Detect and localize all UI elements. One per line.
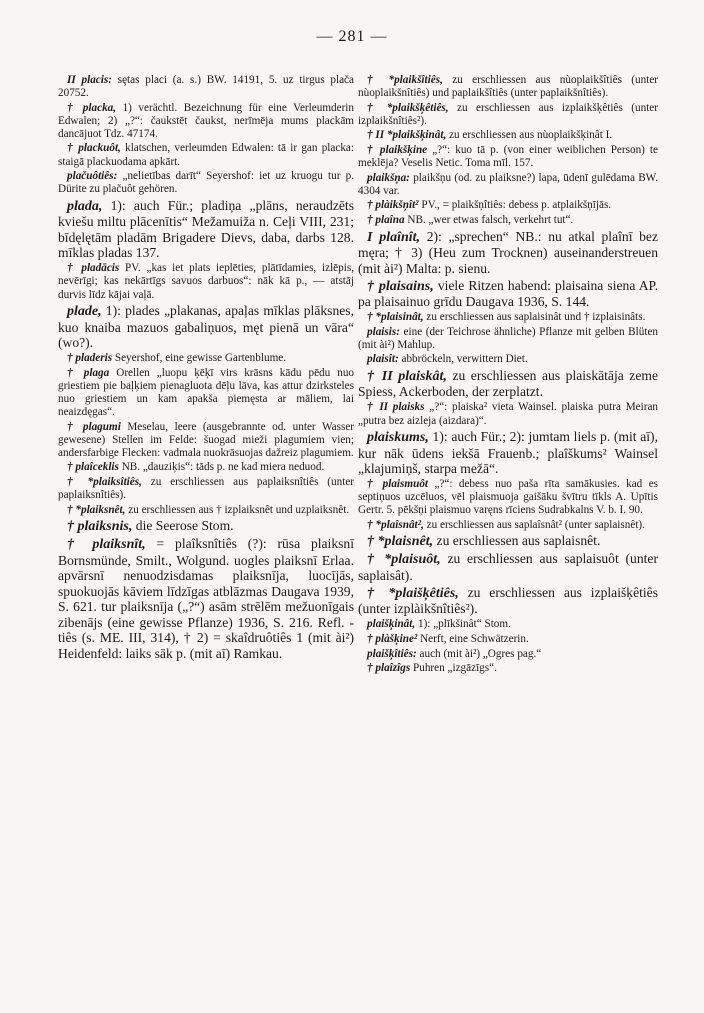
entry-text: „?“: plaiska² vieta Wainsel. plaiska putra Meiran „putra bez aizleja (aizdara)“. [358, 401, 658, 427]
entry-headword: † plaisains, [367, 278, 434, 294]
entry-text: auch (mit ài²) „Ogres pag.“ [419, 647, 542, 660]
entry-text: Puhren „izgāzīgs“. [413, 662, 497, 675]
entry-text: zu erschliessen aus nùoplaikšķinât I. [449, 129, 613, 142]
entry-headword: II placis: [67, 74, 112, 86]
entry-text: 1): auch Für.; 2): jumtam liels p. (mit aī), kur nāk ūdens iekšā Frauenb.; plaîškums² Wainsel „klajumiņš, starpa mežā“. [358, 429, 658, 477]
entry-headword: plaisis: [367, 325, 400, 338]
entry-text: zu erschliessen aus izplaikšķêtiês (unter izplaikšnîtiês²). [358, 101, 659, 127]
entry-headword: † *plaisinât, [367, 311, 424, 324]
entry-text: abbröckeln, verwittern Diet. [401, 353, 528, 366]
entry-text: zu erschliessen aus nùoplaikšîtiês (unter nùoplaikšnîtiês) und paplaikšîtiês (unter paplaikšnîtiês). [358, 74, 659, 100]
dictionary-entry [358, 278, 658, 310]
entry-text: zu erschliessen aus saplaisuôt (unter saplaisât). [358, 551, 658, 583]
entry-text: plaikšņu (od. zu plaiksne?) lapa, ūdenī gulēdama BW. 4304 var. [358, 171, 658, 197]
entry-text: zu erschliessen aus saplaisnêt. [436, 533, 601, 549]
entry-text: = plaîksnîtiês (?): rūsa plaiksnī Bornsmünde, Smilt., Wolgund. uogles plaiksnī Erlaa. apvārsnī nenuodzisdamas plaiksnīja, luocījās, spuokuojās kāviem līdzīgas atblāzmas Daugava 1939, S. 621. tur plaiksnīja („?“) asām strēlēm mežuonīgais zibenājs (eine gewisse Pflanze) 1936, S. 216. Refl. -tiês (s. ME. III, 314), † 2) = skaîdruôtiês 1 (mit ài²) Heidenfeld: laiks sāk p. (mit aī) Ramkau. [58, 536, 354, 661]
entry-headword: plaiskums, [367, 430, 429, 446]
entry-text: „?“: debess nuo paša rīta samākusies. kad es septiņuos uzcēluos, vēl plaismuoja gaišāku švītru tīkls A. Upītis Gertr. 5. pēkšņi plaismuo varęns rīciens Sudrabkalns V. b. I. 90. [358, 478, 659, 517]
entry-headword: † plàikšņît² [367, 199, 419, 212]
entry-headword: † II *plaikšķinât, [367, 129, 447, 142]
dictionary-entry [58, 74, 354, 100]
entry-text: zu erschliessen aus saplaîsnât² (unter saplaisnêt). [426, 518, 645, 531]
dictionary-entry [58, 421, 354, 460]
dictionary-entry [358, 648, 658, 661]
dictionary-entry [58, 262, 354, 301]
dictionary-entry [58, 170, 354, 196]
right-column [358, 74, 658, 677]
entry-text: zu erschliessen aus plaiskātāja zeme Spiess, Ackerboden, der zerplatzt. [358, 367, 658, 400]
entry-headword: † plaiksnis, [67, 519, 133, 535]
dictionary-entry [358, 214, 658, 227]
entry-text: NB. „dauziķis“: tāds p. ne kad miera neduod. [121, 461, 325, 474]
dictionary-entry [58, 504, 354, 517]
entry-headword: † *plaikšķêtiês, [367, 101, 449, 114]
dictionary-entry [358, 74, 658, 100]
entry-headword: plaisît: [367, 353, 399, 366]
dictionary-entry [358, 199, 658, 212]
dictionary-entry [358, 144, 658, 170]
dictionary-entry [58, 476, 354, 502]
dictionary-entry [358, 478, 658, 517]
entry-headword: † *plaišķêtiês, [367, 585, 459, 601]
entry-headword: † plackuôt, [67, 142, 121, 155]
dictionary-entry [358, 129, 658, 142]
entry-text: zu erschliessen aus † izplaiksnêt und uzplaiksnêt. [128, 503, 350, 516]
dictionary-entry [358, 353, 658, 366]
entry-text: Orellen „luopu ķēķī virs krāsns kādu pēdu nuo griestiem pie baļķiem pienagluota dēļu lāva, kas attur dzirksteles nuo griestiem un kam apakša piemęsta ar māliem, lai neaizdęgas“. [58, 366, 355, 418]
dictionary-entry [358, 102, 658, 128]
entry-text: Meselau, leere (ausgebrannte od. unter Wasser gewesene) Stellen im Felde: šuogad mieži plagumiem vien; andersfarbige Flecken: vadmala nuokrāsuojas dažreiz plagumiem. [58, 420, 355, 459]
dictionary-entry [358, 585, 658, 617]
dictionary-entry [358, 533, 658, 550]
entry-headword: plaikšņa: [367, 171, 410, 184]
entry-text: 1): „plīkšinât“ Stom. [417, 618, 511, 631]
entry-headword: † plaikšķine [367, 143, 428, 156]
entry-text: die Seerose Stom. [135, 518, 234, 534]
entry-text: sȩtas placi (a. s.) BW. 14191, 5. uz tirgus plača 20752. [58, 74, 354, 100]
dictionary-entry [358, 326, 658, 352]
dictionary-entry [58, 367, 354, 419]
dictionary-entry [358, 662, 658, 675]
entry-text: 1): auch Für.; pladiņa „plāns, neraudzēts kviešu miltu plācenītis“ Mežamuiža n. Ceļi VIII, 231; bīdęlętām pladām Brigadere Dievs, daba, darbs 128. mīklas pladas 137. [58, 197, 354, 261]
entry-headword: † plaismuôt [367, 478, 429, 491]
entry-headword: † *plaikšîtiês, [367, 74, 443, 86]
entry-headword: † plaiksnît, [67, 537, 146, 553]
entry-headword: † II plaisks [367, 401, 425, 414]
entry-headword: † plàšķine² [367, 633, 418, 646]
entry-text: PV. „kas iet plats ieplēties, plātīdamies, izlēpis, nevērīgi; kas nekārtīgs savuos darbuos“: nāk kā p., — atstāj durvis līdz kājai vaļā. [58, 262, 354, 301]
entry-headword: † plaîceklis [67, 461, 119, 474]
entry-headword: plada, [67, 198, 103, 214]
dictionary-entry [358, 311, 658, 324]
entry-headword: † plagumi [67, 420, 121, 433]
entry-text: 1) verächtl. Bezeichnung für eine Verleumderin Edwalen; 2) „?“: čaukstēt čaukst, nerīmēja mums plackām dancājuot Tdz. 47174. [58, 101, 355, 140]
dictionary-entry [58, 102, 354, 141]
dictionary-entry [58, 518, 354, 535]
entry-text: Nerft, eine Schwätzerin. [420, 633, 529, 646]
dictionary-entry [58, 142, 354, 168]
entry-text: viele Ritzen habend: plaisaina siena AP. pa plaisainuo grīdu Daugava 1936, S. 144. [358, 277, 658, 310]
dictionary-entry [358, 429, 658, 477]
entry-headword: plaišķîtiês: [367, 647, 417, 660]
dictionary-entry [358, 519, 658, 532]
dictionary-entry [58, 352, 354, 365]
dictionary-entry [58, 303, 354, 351]
entry-headword: † *plaiksnêt, [67, 503, 126, 516]
entry-headword: † placka, [67, 101, 117, 114]
entry-headword: † *plaîsnât², [367, 518, 424, 531]
entry-headword: † *plaisuôt, [367, 552, 441, 568]
entry-headword: † plaîna [367, 213, 405, 226]
entry-text: zu erschliessen aus paplaiksnîtiês (unter paplaiksnîtiês). [58, 475, 355, 502]
entry-headword: † *plaiksîtiês, [67, 475, 142, 488]
entry-text: NB. „wer etwas falsch, verkehrt tut“. [407, 213, 574, 226]
entry-text: klatschen, verleumden Edwalen: tā ir gan placka: staigā plackuodama apkārt. [58, 142, 355, 168]
entry-text: PV., = plaikšņîtiês: debess p. atplaikšņījās. [421, 199, 612, 212]
entry-text: zu erschliessen aus saplaisinât und † izplaisinâts. [426, 311, 646, 324]
entry-text: „nelietības darīt“ Seyershof: iet uz kruogu tur p. Dürite zu plačuôt gehören. [58, 170, 354, 196]
entry-text: zu erschliessen aus izplaišķêtiês (unter izplàikšnîtiês²). [358, 584, 658, 617]
dictionary-entry [358, 229, 658, 277]
entry-headword: † plaîzîgs [367, 662, 411, 675]
dictionary-entry [358, 172, 658, 198]
page-number: — 281 — [316, 28, 388, 45]
entry-headword: † pladācis [67, 262, 120, 275]
entry-text: 1): plades „plakanas, apaļas mīklas plāksnes, kuo knaiba mazuos gabaliņuos, męt pienā un vāra“ (wo?). [58, 303, 354, 351]
entry-headword: † *plaisnêt, [367, 534, 434, 550]
left-column [58, 74, 354, 663]
dictionary-entry [358, 633, 658, 646]
entry-text: eine (der Teichrose ähnliche) Pflanze mit gelben Blüten (mit ài²) Mahlup. [358, 325, 658, 351]
entry-text: 2): „sprechen“ NB.: nu atkal plaînī bez męra; † 3) (Heu zum Trocknen) auseinanderstreuen (mit ài²) Malta: p. sienu. [358, 228, 658, 276]
entry-headword: plaišķinât, [367, 618, 416, 631]
entry-headword: plačuôtiês: [67, 170, 118, 183]
dictionary-entry [58, 461, 354, 474]
entry-headword: † II plaiskât, [367, 368, 447, 384]
dictionary-entry [58, 536, 354, 661]
dictionary-entry [358, 551, 658, 583]
dictionary-entry [358, 368, 658, 400]
entry-headword: plade, [67, 304, 102, 320]
entry-headword: I plaînît, [367, 229, 421, 245]
entry-text: Seyershof, eine gewisse Gartenblume. [114, 352, 287, 365]
dictionary-entry [358, 618, 658, 631]
entry-headword: † plaga [67, 366, 110, 379]
dictionary-entry [58, 198, 354, 261]
dictionary-entry [358, 401, 658, 427]
entry-text: „?“: kuo tā p. (von einer weiblichen Person) te meklēja? Veselis Netic. Toma mīl. 157. [358, 143, 659, 170]
entry-headword: † pladeris [67, 352, 113, 365]
